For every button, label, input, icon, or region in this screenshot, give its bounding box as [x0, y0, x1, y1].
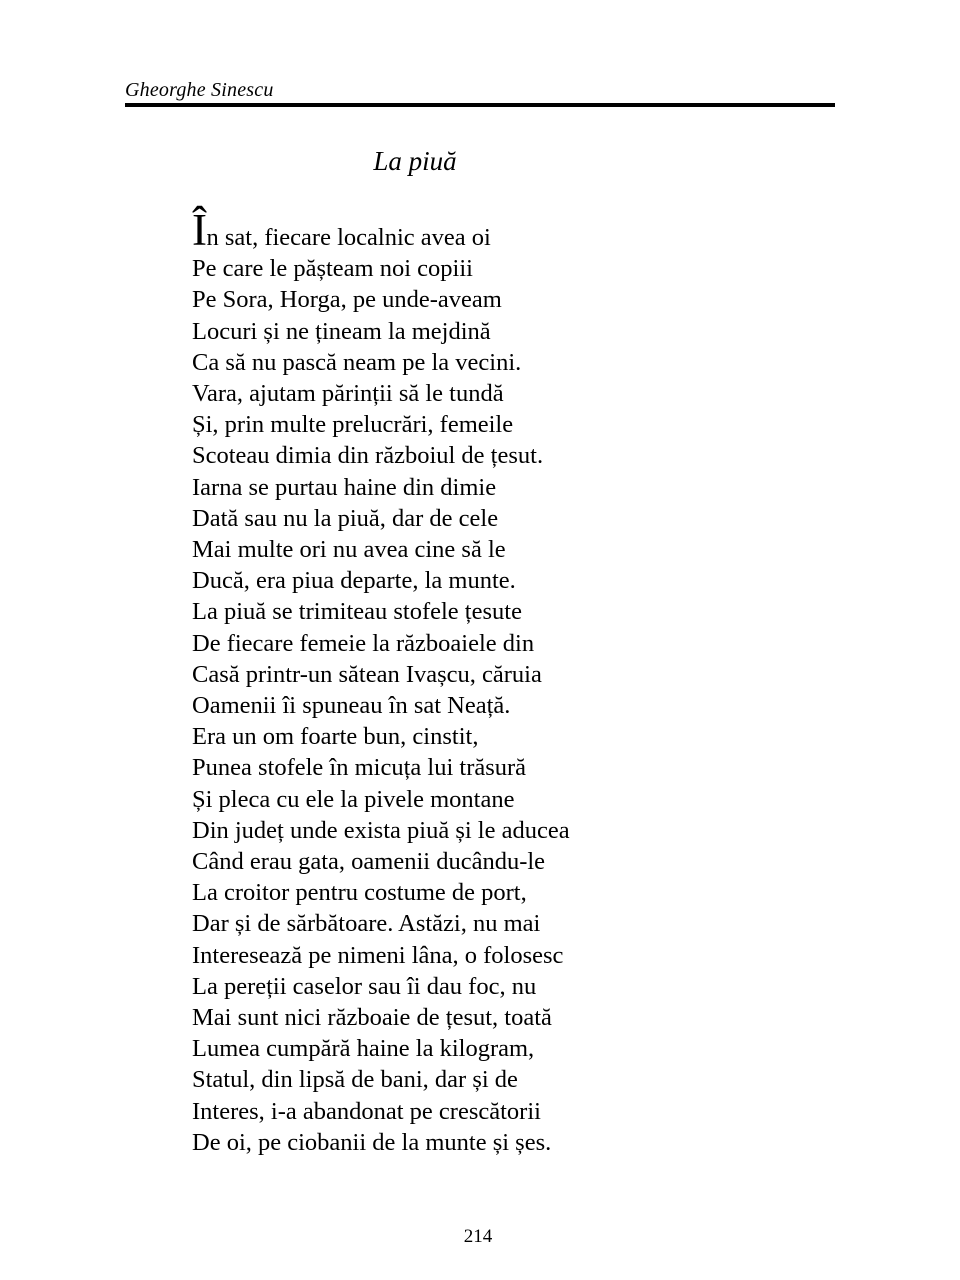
verse-line: [192, 472, 812, 503]
verse-line: [192, 1064, 812, 1095]
verse-line: [192, 440, 812, 471]
verse-line-text: Și pleca cu ele la pivele montane: [192, 785, 515, 813]
verse-line: [192, 752, 812, 783]
verse-line: [192, 347, 812, 378]
verse-line-text: Dată sau nu la piuă, dar de cele: [192, 504, 499, 532]
verse-line-text: La pereții caselor sau îi dau foc, nu: [192, 972, 537, 1000]
verse-line: [192, 1002, 812, 1033]
verse-line: [192, 784, 812, 815]
verse-line: [192, 877, 812, 908]
verse-line: [192, 628, 812, 659]
drop-cap-initial: Î: [192, 205, 207, 255]
verse-line-text: Mai multe ori nu avea cine să le: [192, 536, 506, 564]
verse-line-text: De oi, pe ciobanii de la munte și șes.: [192, 1128, 552, 1156]
running-header: [125, 78, 835, 102]
verse-line-text: Când erau gata, oamenii ducându-le: [192, 848, 546, 876]
verse-line: [192, 503, 812, 534]
verse-line: [192, 316, 812, 347]
verse-line-text: Iarna se purtau haine din dimie: [192, 473, 497, 501]
verse-line: [192, 1033, 812, 1064]
verse-line-text: Ducă, era piua departe, la munte.: [192, 567, 516, 595]
verse-line-text: De fiecare femeie la războaiele din: [192, 629, 535, 657]
verse-line: [192, 815, 812, 846]
verse-line: [192, 284, 812, 315]
verse-line-text: Interesează pe nimeni lâna, o folosesc: [192, 941, 564, 969]
verse-line-text: Oamenii îi spuneau în sat Neață.: [192, 692, 511, 720]
verse-line: [192, 940, 812, 971]
verse-line-text: Locuri și ne țineam la mejdină: [192, 317, 491, 345]
verse-line: [192, 690, 812, 721]
verse-line: [192, 1096, 812, 1127]
verse-line-text: La piuă se trimiteau stofele țesute: [192, 598, 522, 626]
running-head-author: Gheorghe Sinescu: [125, 79, 274, 101]
verse-line: [192, 908, 812, 939]
verse-line-text: Ca să nu pască neam pe la vecini.: [192, 348, 522, 376]
verse-line-text: Și, prin multe prelucrări, femeile: [192, 411, 514, 439]
verse-line-text: Vara, ajutam părinții să le tundă: [192, 380, 504, 408]
verse-line: [192, 659, 812, 690]
verse-line: [192, 534, 812, 565]
verse-line-text: Casă printr-un sătean Ivașcu, căruia: [192, 660, 542, 688]
page-number: 214: [463, 1226, 493, 1247]
verse-line-text: n sat, fiecare localnic avea oi: [206, 224, 491, 251]
verse-line: [192, 205, 812, 255]
verse-line: [192, 253, 812, 284]
verse-line-text: La croitor pentru costume de port,: [192, 879, 527, 907]
poem-title: La piuă: [373, 146, 457, 176]
verse-line: [192, 378, 812, 409]
verse-line-text: Scoteau dimia din războiul de țesut.: [192, 442, 544, 470]
verse-line-text: Interes, i-a abandonat pe crescătorii: [192, 1097, 541, 1125]
verse-line-text: Lumea cumpără haine la kilogram,: [192, 1035, 535, 1063]
verse-line: [192, 409, 812, 440]
verse-line-text: Statul, din lipsă de bani, dar și de: [192, 1066, 518, 1094]
verse-line: [192, 971, 812, 1002]
verse-line-text: Pe care le pășteam noi copiii: [192, 255, 473, 283]
poem-body: [192, 205, 812, 1158]
header-rule-divider: [125, 103, 835, 107]
verse-line-text: Punea stofele în micuța lui trăsură: [192, 754, 527, 782]
verse-line-text: Era un om foarte bun, cinstit,: [192, 723, 479, 751]
verse-line-text: Dar și de sărbătoare. Astăzi, nu mai: [192, 910, 541, 938]
verse-line-text: Mai sunt nici războaie de țesut, toată: [192, 1004, 552, 1032]
verse-line: [192, 721, 812, 752]
verse-line-text: Din județ unde exista piuă și le aducea: [192, 816, 570, 844]
verse-line: [192, 846, 812, 877]
verse-line: [192, 596, 812, 627]
verse-line: [192, 1127, 812, 1158]
verse-line: [192, 565, 812, 596]
verse-line-text: Pe Sora, Horga, pe unde-aveam: [192, 286, 502, 314]
